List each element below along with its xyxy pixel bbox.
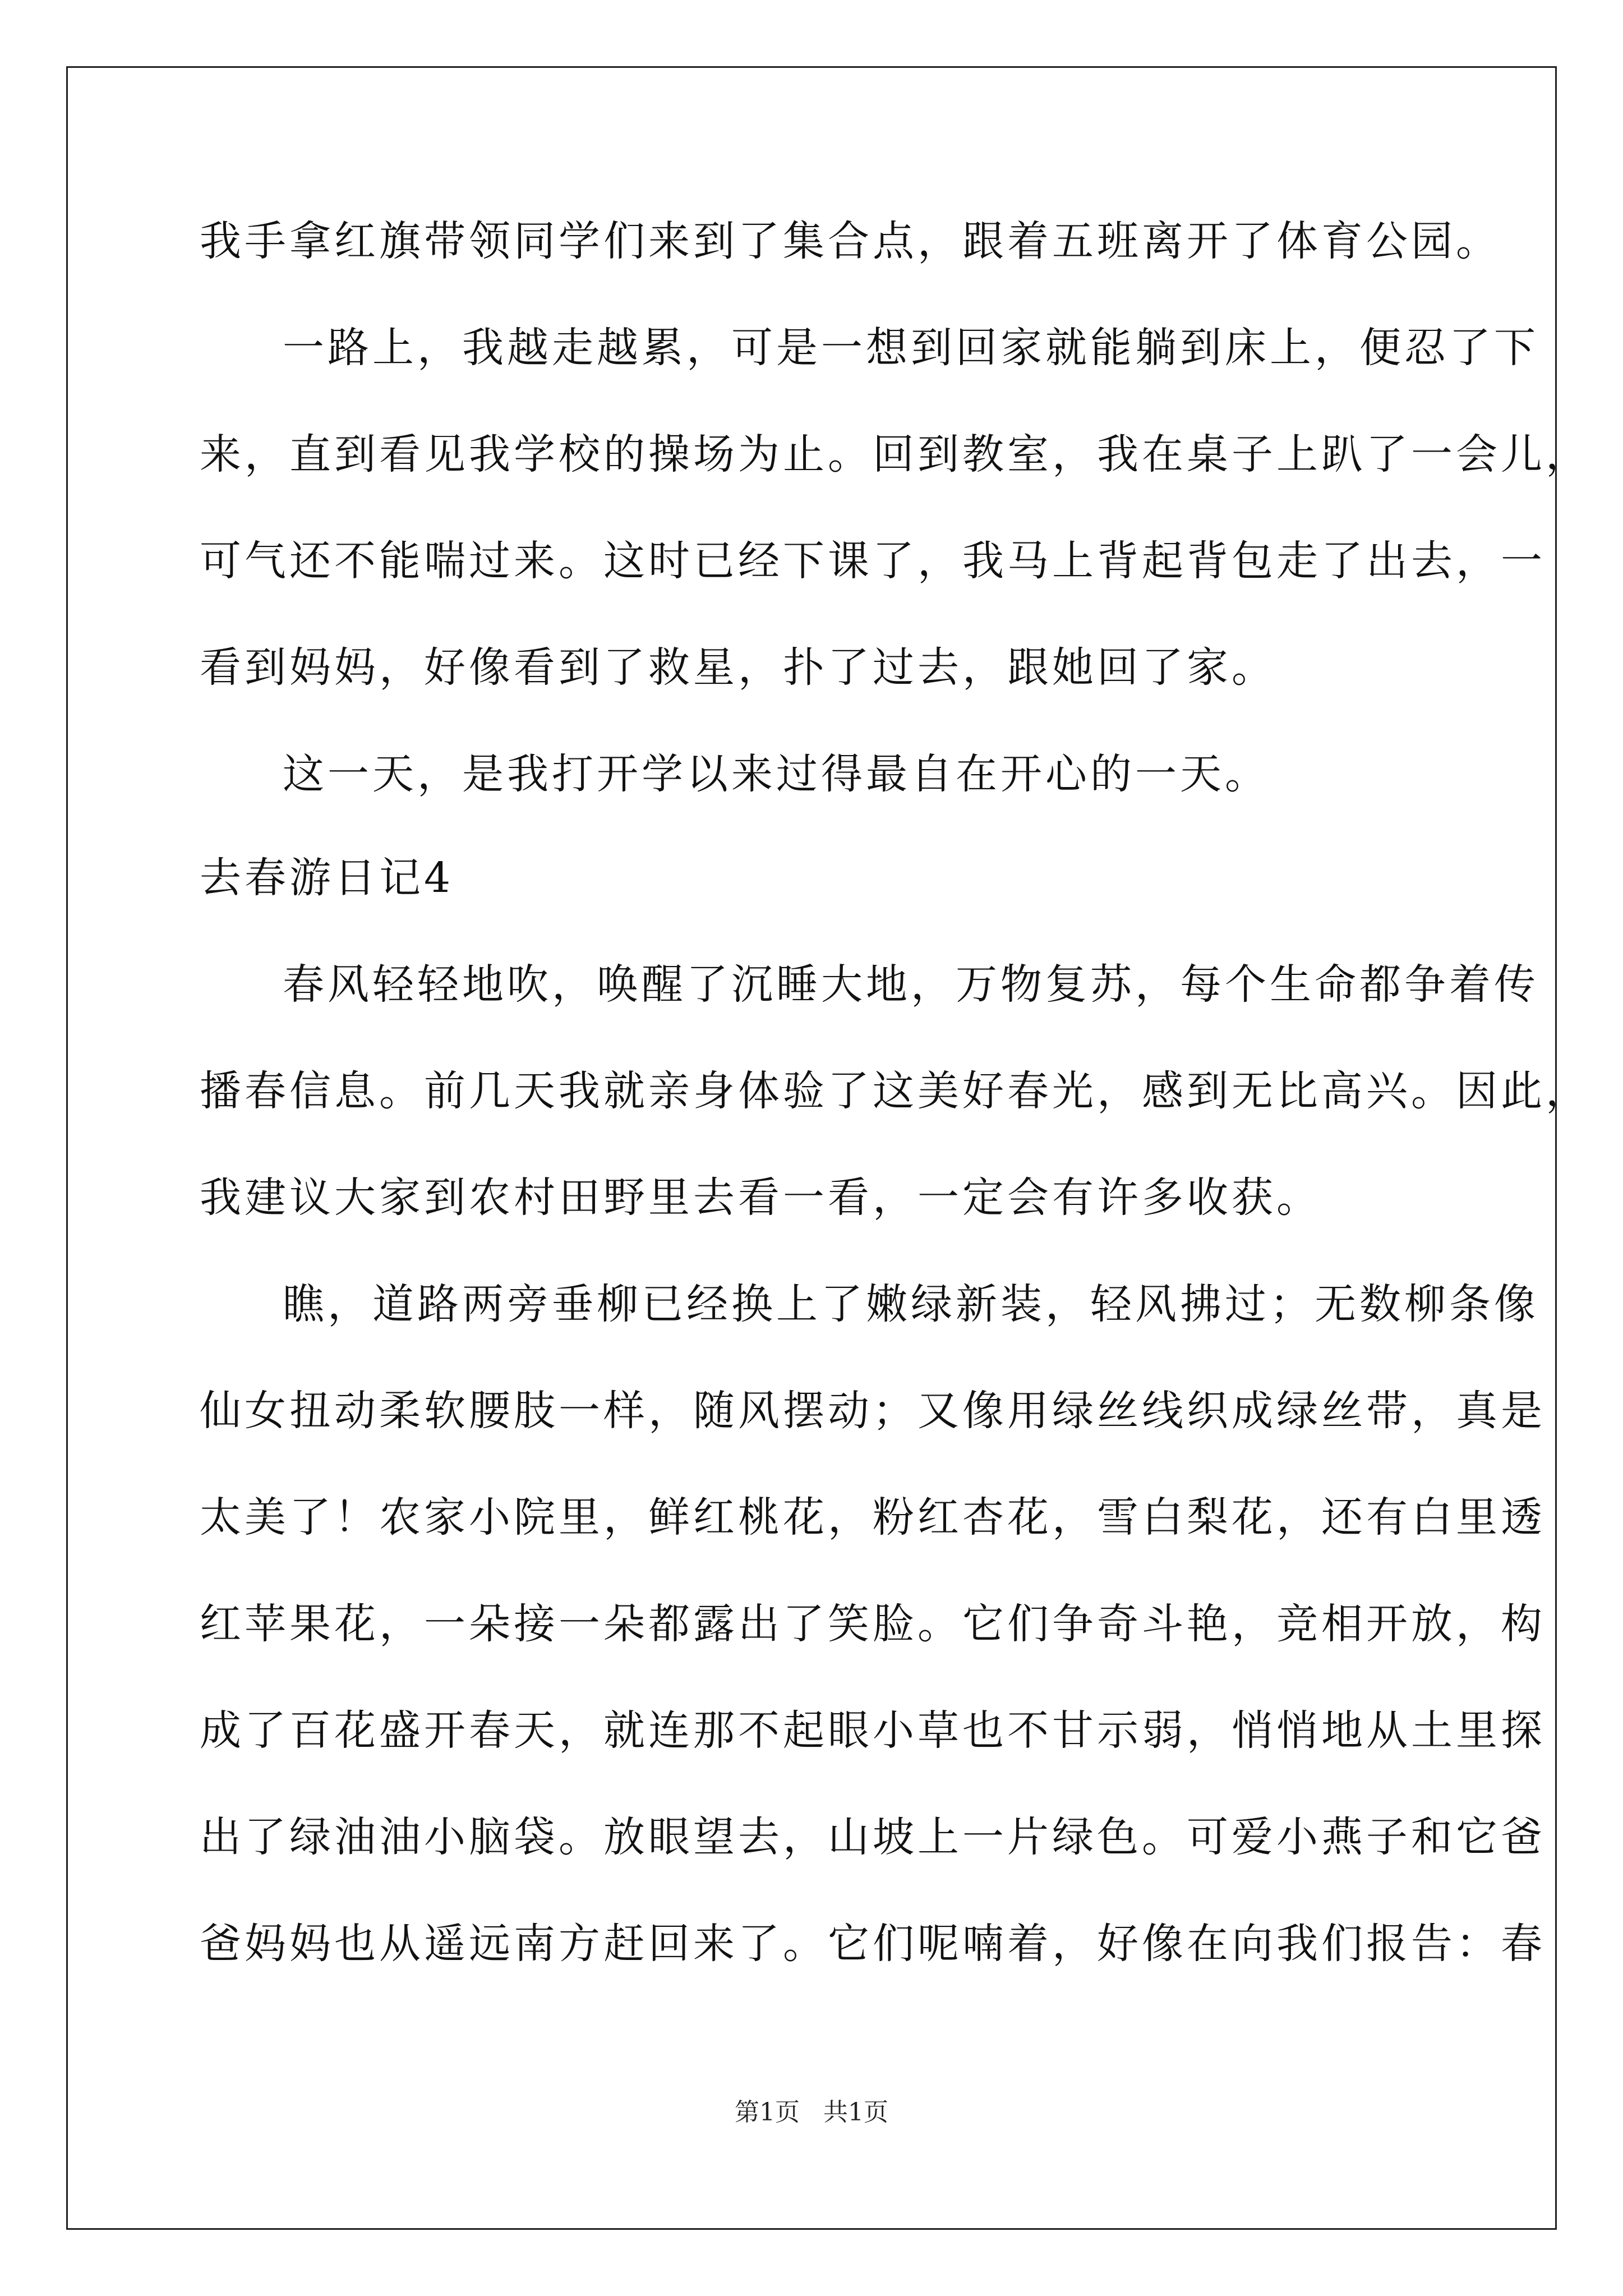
page-footer [0,2096,1623,2129]
page-number: 第1页 [735,2098,800,2127]
body-line: 看到妈妈，好像看到了救星，扑了过去，跟她回了家。 [200,643,1276,692]
body-line: 我建议大家到农村田野里去看一看，一定会有许多收获。 [200,1174,1321,1222]
page-border [66,66,1557,2230]
body-line: 来，直到看见我学校的操场为止。回到教室，我在桌子上趴了一会儿， [200,430,1590,478]
paragraph-first-line: 一路上，我越走越累，可是一想到回家就能躺到床上，便忍了下 [283,324,1539,372]
body-line: 我手拿红旗带领同学们来到了集合点，跟着五班离开了体育公园。 [200,217,1501,265]
paragraph-first-line: 这一天，是我打开学以来过得最自在开心的一天。 [283,750,1270,798]
page-total: 共1页 [823,2098,888,2127]
body-line: 播春信息。前几天我就亲身体验了这美好春光，感到无比高兴。因此， [200,1067,1590,1115]
body-line: 仙女扭动柔软腰肢一样，随风摆动；又像用绿丝线织成绿丝带，真是 [200,1387,1546,1435]
section-heading: 去春游日记4 [200,854,454,902]
paragraph-first-line: 瞧，道路两旁垂柳已经换上了嫩绿新装，轻风拂过；无数柳条像 [283,1280,1539,1328]
body-line: 可气还不能喘过来。这时已经下课了，我马上背起背包走了出去，一 [200,537,1546,585]
body-line: 成了百花盛开春天，就连那不起眼小草也不甘示弱，悄悄地从土里探 [200,1706,1546,1755]
body-line: 爸妈妈也从遥远南方赶回来了。它们呢喃着，好像在向我们报告：春 [200,1920,1546,1968]
paragraph-first-line: 春风轻轻地吹，唤醒了沉睡大地，万物复苏，每个生命都争着传 [283,960,1539,1009]
body-line: 出了绿油油小脑袋。放眼望去，山坡上一片绿色。可爱小燕子和它爸 [200,1813,1546,1861]
body-line: 太美了！农家小院里，鲜红桃花，粉红杏花，雪白梨花，还有白里透 [200,1493,1546,1542]
body-line: 红苹果花，一朵接一朵都露出了笑脸。它们争奇斗艳，竞相开放，构 [200,1600,1546,1648]
